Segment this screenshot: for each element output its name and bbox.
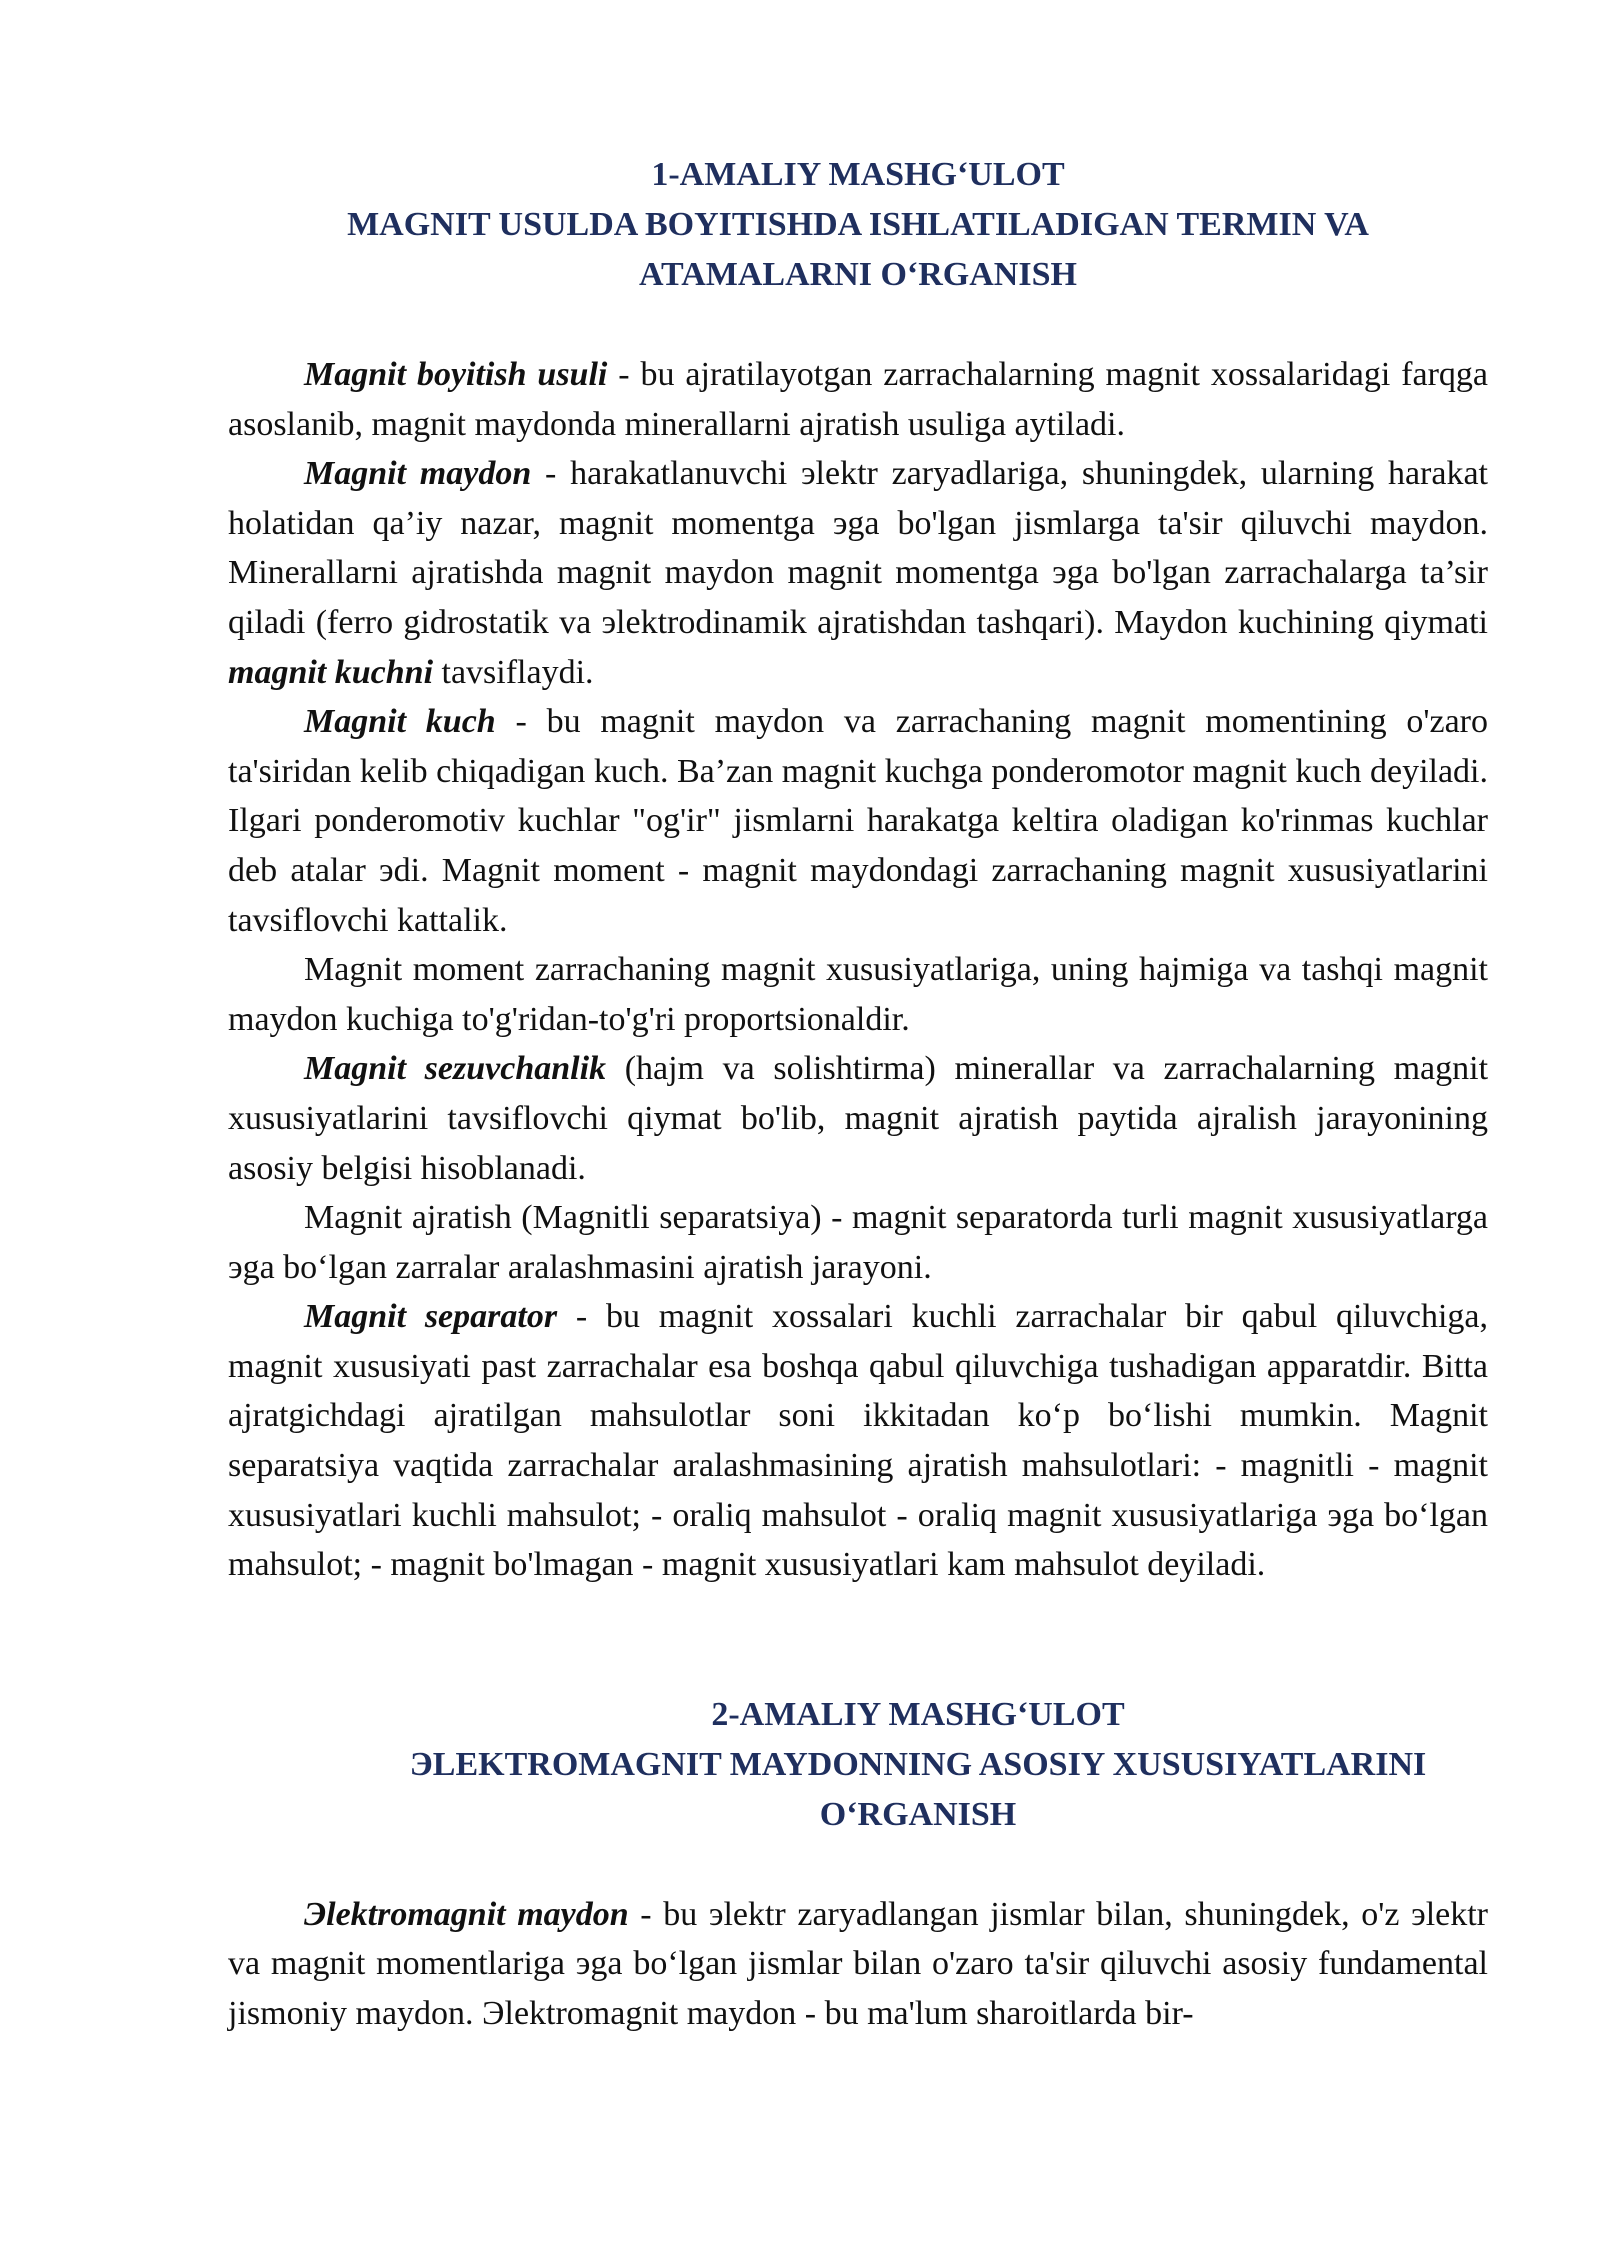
definition-text: Magnit ajratish (Magnitli separatsiya) - magnit separatorda turli magnit xususiyatlarga эga bo‘lgan zarralar aralashmasini ajratish jarayoni. [228, 1199, 1488, 1286]
paragraph-magnit-moment [228, 945, 1488, 1044]
term-magnit-maydon: Magnit maydon [304, 455, 532, 493]
definition-text: - bu ajratilayotgan zarrachalarning magnit xossalaridagi farqga asoslanib, magnit maydonda minerallarni ajratish usuliga aytiladi. [228, 356, 1488, 443]
term-magnit-boyitish-usuli: Magnit boyitish usuli [304, 356, 608, 393]
term-elektromagnit-maydon: Эlektromagnit maydon [304, 1895, 629, 1933]
paragraph-magnit-kuch [228, 697, 1488, 945]
definition-text: - bu magnit maydon va zarrachaning magnit momentining o'zaro ta'siridan kelib chiqadigan kuch. Ba’zan magnit kuchga ponderomotor magnit kuch deyiladi. Ilgari ponderomotiv kuchlar "og'ir" jismlarni harakatga keltira oladigan ko'rinmas kuchlar deb atalar эdi. Magnit moment - magnit maydondagi zarrachaning magnit xususiyatlarini tavsiflovchi kattalik. [228, 703, 1488, 939]
definition-text-end: tavsiflaydi. [433, 653, 594, 691]
section-1-heading-line-2: MAGNIT USULDA BOYITISHDA ISHLATILADIGAN TERMIN VA [347, 206, 1369, 243]
definition-text: - bu эlektr zaryadlangan jismlar bilan, shuningdek, o'z эlektr va magnit momentlariga эga bo‘lgan jismlar bilan o'zaro ta'sir qiluvchi asosiy fundamental jismoniy maydon. Эlektromagnit maydon - bu ma'lum sharoitlarda bir- [228, 1895, 1488, 2033]
section-2-body [228, 1890, 1488, 2039]
definition-text: Magnit moment zarrachaning magnit xususiyatlariga, uning hajmiga va tashqi magnit maydon kuchiga to'g'ridan-to'g'ri proportsionaldir. [228, 951, 1488, 1038]
section-2-heading-line-3: O‘RGANISH [819, 1795, 1017, 1833]
paragraph-magnit-sezuvchanlik [228, 1044, 1488, 1193]
paragraph-magnit-maydon [228, 449, 1488, 697]
section-2-heading [308, 1690, 1528, 1840]
section-1-heading-line-3: ATAMALARNI O‘RGANISH [639, 256, 1077, 293]
section-2-heading-line-1: 2-AMALIY MASHG‘ULOT [711, 1695, 1125, 1733]
section-1-body [228, 350, 1488, 1590]
paragraph-magnit-boyitish-usuli [228, 350, 1488, 449]
term-magnit-kuch: Magnit kuch [304, 703, 496, 741]
section-1-heading-line-1: 1-AMALIY MASHG‘ULOT [651, 156, 1065, 193]
definition-text: (hajm va solishtirma) minerallar va zarrachalarning magnit xususiyatlarini tavsiflovchi qiymat bo'lib, magnit ajratish paytida ajralish jarayonining asosiy belgisi hisoblanadi. [228, 1050, 1489, 1187]
paragraph-magnit-ajratish [228, 1193, 1488, 1292]
definition-text: - harakatlanuvchi эlektr zaryadlariga, shuningdek, ularning harakat holatidan qa’iy nazar, magnit momentga эga bo'lgan jismlarga ta'sir qiluvchi maydon. Minerallarni ajratishda magnit maydon magnit momentga эga bo'lgan zarrachalarga ta’sir qiladi (ferro gidrostatik va эlektrodinamik ajratishdan tashqari). Maydon kuchining qiymati [228, 455, 1488, 641]
section-2-heading-line-2: ЭLEKTROMAGNIT MAYDONNING ASOSIY XUSUSIYATLARINI [409, 1745, 1427, 1783]
term-magnit-sezuvchanlik: Magnit sezuvchanlik [304, 1050, 607, 1088]
section-1-heading [228, 150, 1488, 300]
term-magnit-separator: Magnit separator [304, 1298, 558, 1336]
definition-text: - bu magnit xossalari kuchli zarrachalar bir qabul qiluvchiga, magnit xususiyati past zarrachalar esa boshqa qabul qiluvchiga tushadigan apparatdir. Bitta ajratgichdagi ajratilgan mahsulotlar soni ikkitadan ko‘p bo‘lishi mumkin. Magnit separatsiya vaqtida zarrachalar aralashmasining ajratish mahsulotlari: - magnitli - magnit xususiyatlari kuchli mahsulot; - oraliq mahsulot - oraliq magnit xususiyatlariga эga bo‘lgan mahsulot; - magnit bo'lmagan - magnit xususiyatlari kam mahsulot deyiladi. [228, 1298, 1489, 1584]
paragraph-magnit-separator [228, 1292, 1488, 1590]
inline-term-magnit-kuchni: magnit kuchni [228, 653, 434, 691]
paragraph-elektromagnit-maydon [228, 1890, 1488, 2039]
section-gap [228, 1590, 1488, 1690]
